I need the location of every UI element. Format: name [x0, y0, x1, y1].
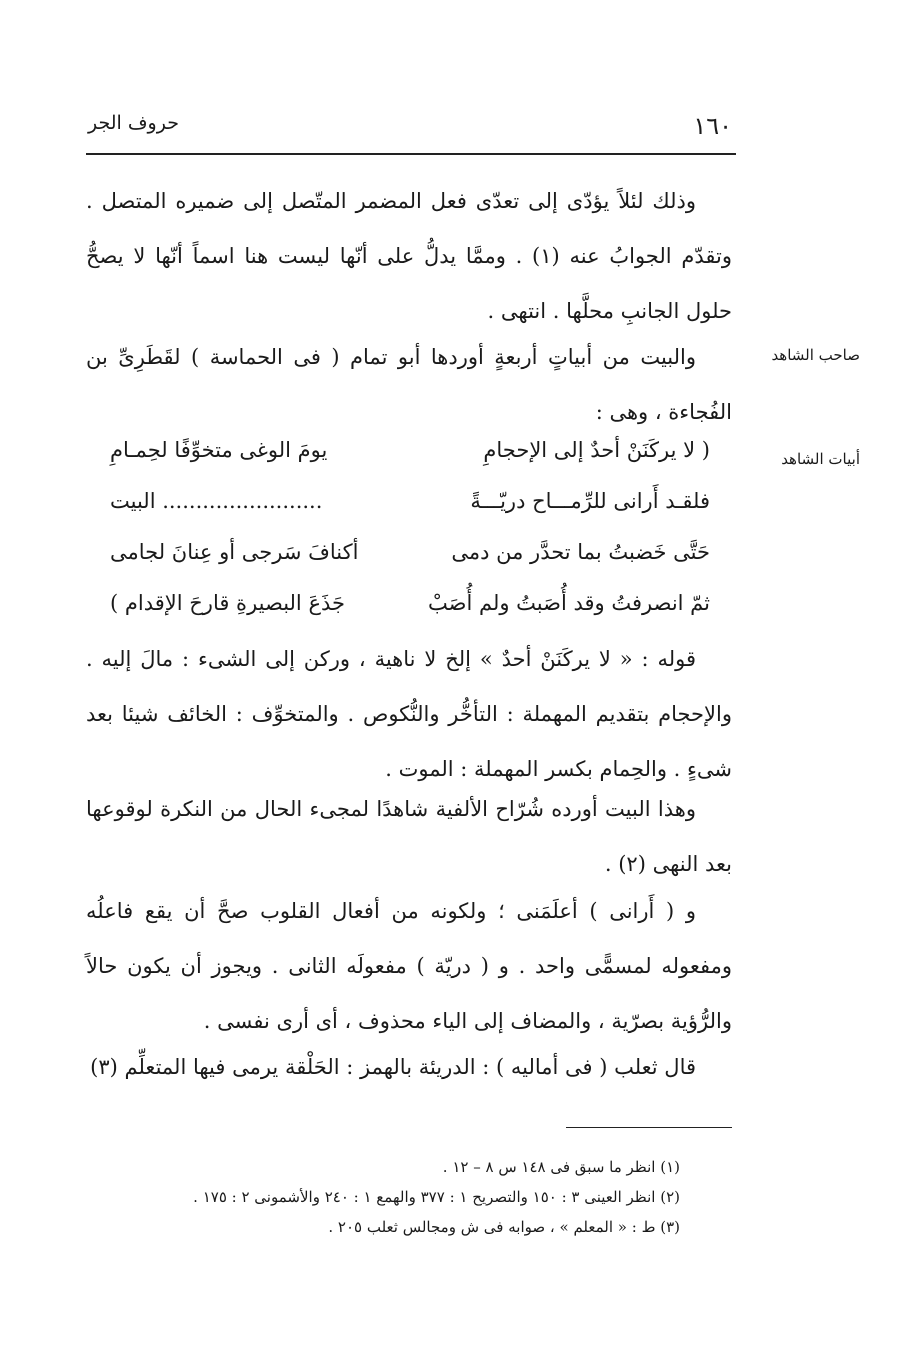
hemistich-first: فلقـد أَرانى للرِّمـــاح دريّـــةً: [470, 489, 710, 513]
paragraph-5: [86, 884, 732, 1049]
paragraph-1: [86, 174, 732, 339]
hemistich-second: أكنافَ سَرجى أو عِنانَ لجامى: [110, 540, 359, 564]
page-number: ١٦٠: [693, 112, 732, 140]
running-title: حروف الجر: [88, 112, 179, 134]
paragraph-2-text: والبيت من أبياتٍ أربعةٍ أوردها أبو تمام ( فى الحماسة ) لقَطَرِىِّ بن الفُجاءة ، وهى :: [86, 345, 732, 424]
hemistich-first: ثمّ انصرفتُ وقد أُصَبتُ ولم أُصَبْ: [428, 591, 710, 615]
hemistich-second: ........................ البيت: [110, 489, 323, 513]
paragraph-4-text: وهذا البيت أورده شُرّاح الألفية شاهدًا لمجىء الحال من النكرة لوقوعها بعد النهى (٢) .: [86, 797, 732, 876]
paragraph-1-text: وذلك لئلاً يؤدّى إلى تعدّى فعل المضمر المتّصل إلى ضميره المتصل . وتقدّم الجوابُ عنه (١) . وممَّا يدلُّ على أنّها ليست هنا اسماً أنّها لا يصحُّ حلول الجانبِ محلَّها . انتهى .: [86, 189, 732, 323]
footnote-rule: [566, 1127, 732, 1128]
footnote-1: (١) انظر ما سبق فى ١٤٨ س ٨ – ١٢ .: [442, 1158, 680, 1176]
paragraph-6: [86, 1040, 732, 1095]
paragraph-4: [86, 782, 732, 892]
verse-line-3: [110, 540, 710, 591]
hemistich-second: يومَ الوغى متخوِّفًا لحِمـامِ: [110, 438, 328, 462]
verse-line-1: [110, 438, 710, 489]
paragraph-3: [86, 632, 732, 797]
footnote-2: (٢) انظر العينى ٣ : ١٥٠ والتصريح ١ : ٣٧٧ والهمع ١ : ٢٤٠ والأشمونى ٢ : ١٧٥ .: [193, 1188, 680, 1206]
footnote-3: (٣) ط : « المعلم » ، صوابه فى ش ومجالس ثعلب ٢٠٥ .: [328, 1218, 680, 1236]
side-note-author: صاحب الشاهد: [771, 346, 860, 364]
paragraph-6-text: قال ثعلب ( فى أماليه ) : الدريئة بالهمز : الحَلْقة يرمى فيها المتعلِّم (٣): [90, 1055, 696, 1079]
paragraph-3-text: قوله : « لا يركَنَنْ أحدٌ » إلخ لا ناهية ، وركن إلى الشىء : مالَ إليه . والإحجام بتقديم المهملة : التأخُّر والنُّكوص . والمتخوِّف : الخائف شيئا بعد شىءٍ . والحِمام بكسر المهملة : الموت .: [86, 647, 732, 781]
header-rule: [86, 153, 736, 155]
paragraph-5-text: و ( أَرانى ) أعلَمَنى ؛ ولكونه من أفعال القلوب صحَّ أن يقع فاعلُه ومفعوله لمسمًّى واحد . و ( دريّة ) مفعولَه الثانى . ويجوز أن يكون حالاً والرُّؤية بصرّية ، والمضاف إلى الياء محذوف ، أى أرى نفسى .: [86, 899, 732, 1033]
paragraph-2: [86, 330, 732, 440]
hemistich-first: حَتَّى خَضبتُ بما تحدَّر من دمى: [451, 540, 710, 564]
verse-block: [110, 438, 710, 642]
footnotes: [110, 1152, 680, 1242]
side-note-verses: أبيات الشاهد: [781, 450, 860, 468]
hemistich-first: ( لا يركَنَنْ أحدٌ إلى الإحجامِ: [483, 438, 710, 462]
hemistich-second: جَذَعَ البصيرةِ قارحَ الإقدام ): [110, 591, 345, 615]
verse-line-2: [110, 489, 710, 540]
